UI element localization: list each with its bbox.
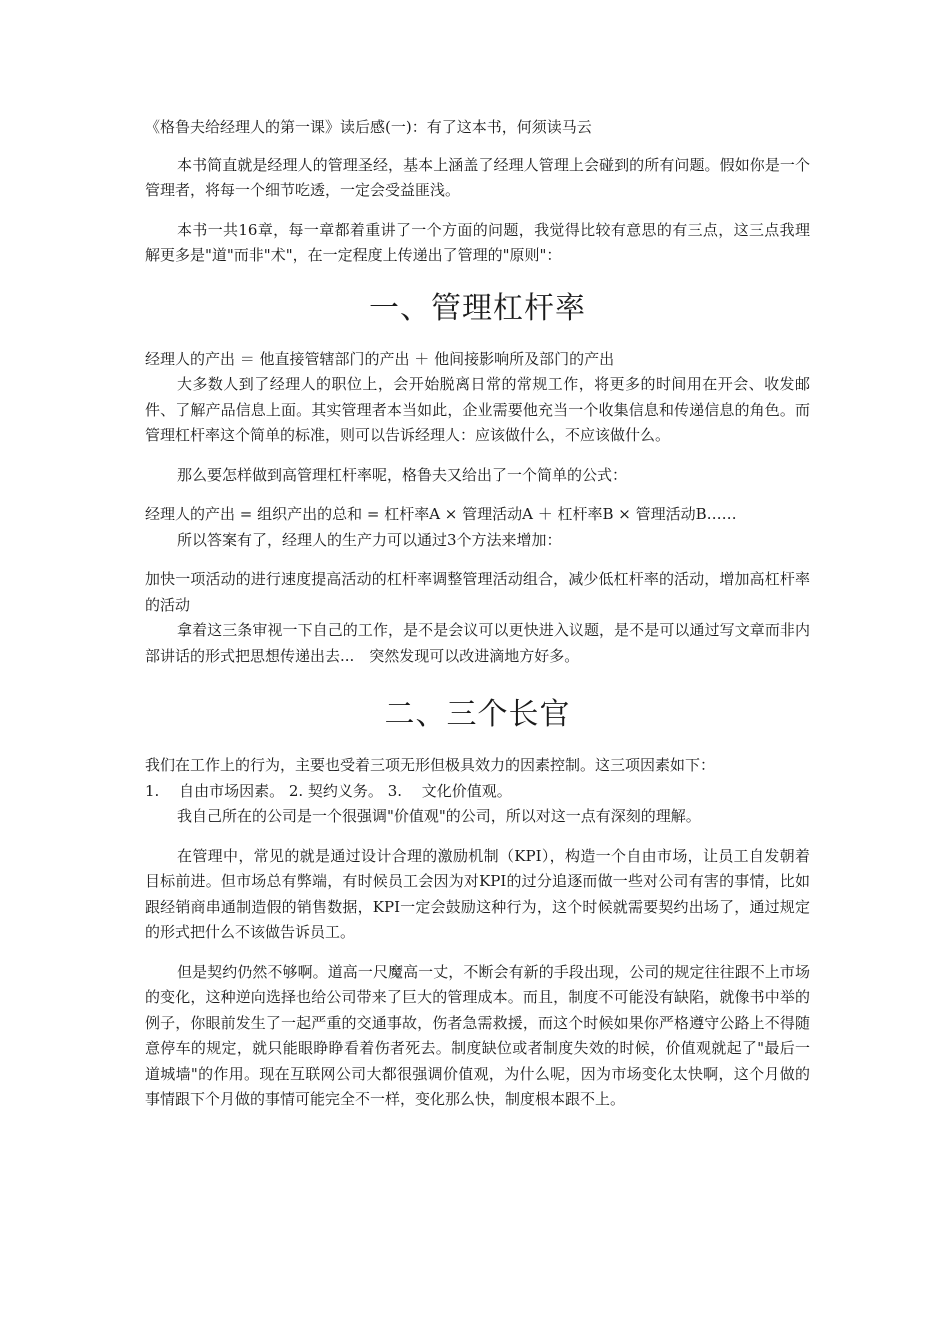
bosses-paragraph-2: 我自己所在的公司是一个很强调"价值观"的公司，所以对这一点有深刻的理解。 (177, 807, 701, 825)
intro-paragraph-1: 本书简直就是经理人的管理圣经，基本上涵盖了经理人管理上会碰到的所有问题。假如你是一个管理者，将每一个细节吃透，一定会受益匪浅。 (145, 155, 810, 199)
section-heading-three-bosses: 二、三个长官 (384, 697, 571, 732)
leverage-paragraph-2: 那么要怎样做到高管理杠杆率呢，格鲁夫又给出了一个简单的公式： (177, 465, 628, 484)
document-page (145, 112, 810, 1113)
leverage-paragraph-1: 大多数人到了经理人的职位上，会开始脱离日常的常规工作，将更多的时间用在开会、收发邮件、了解产品信息上面。其实管理者本当如此，企业需要他充当一个收集信息和传递信息的角色。而管理杠杆率这个简单的标准，则可以告诉经理人：应该做什么，不应该做什么。 (145, 375, 810, 444)
document-title-line: 《格鲁夫给经理人的第一课》读后感(一)：有了这本书，何须读马云 (145, 118, 592, 136)
formula-output: 经理人的产出 ＝ 他直接管辖部门的产出 ＋ 他间接影响所及部门的产出 (145, 349, 615, 368)
leverage-paragraph-3: 所以答案有了，经理人的生产力可以通过3个方法来增加： (177, 530, 562, 549)
bosses-factor-list: 1. 自由市场因素。 2. 契约义务。 3. 文化价值观。 (145, 781, 512, 800)
bosses-paragraph-4: 但是契约仍然不够啊。道高一尺魔高一丈，不断会有新的手段出现，公司的规定往往跟不上市场的变化，这种逆向选择也给公司带来了巨大的管理成本。而且，制度不可能没有缺陷，就像书中举的例子，你眼前发生了一起严重的交通事故，伤者急需救援，而这个时候如果你严格遵守公路上不得随意停车的规定，就只能眼睁睁看着伤者死去。制度缺位或者制度失效的时候，价值观就起了"最后一道城墙"的作用。现在互联网公司大都很强调价值观，为什么呢，因为市场变化太快啊，这个月做的事情跟下个月做的事情可能完全不一样，变化那么快，制度根本跟不上。 (145, 962, 810, 1108)
leverage-paragraph-4: 拿着这三条审视一下自己的工作，是不是会议可以更快进入议题，是不是可以通过写文章而非内部讲话的形式把思想传递出去... 突然发现可以改进滴地方好多。 (145, 621, 810, 665)
intro-paragraph-2: 本书一共16章，每一章都着重讲了一个方面的问题，我觉得比较有意思的有三点，这三点我理解更多是"道"而非"术"，在一定程度上传递出了管理的"原则"： (145, 220, 810, 264)
formula-leverage: 经理人的产出 = 组织产出的总和 = 杠杆率A × 管理活动A ＋ 杠杆率B × 管理活动B…… (145, 505, 737, 523)
bosses-paragraph-3: 在管理中，常见的就是通过设计合理的激励机制（KPI），构造一个自由市场，让员工自发朝着目标前进。但市场总有弊端，有时候员工会因为对KPI的过分追逐而做一些对公司有害的事情，比如跟经销商串通制造假的销售数据，KPI一定会鼓励这种行为，这个时候就需要契约出场了，通过规定的形式把什么不该做告诉员工。 (145, 846, 810, 941)
section-heading-leverage: 一、管理杠杆率 (369, 290, 586, 326)
leverage-methods: 加快一项活动的进行速度提高活动的杠杆率调整管理活动组合，减少低杠杆率的活动，增加高杠杆率的活动 (145, 570, 810, 614)
bosses-paragraph-1: 我们在工作上的行为，主要也受着三项无形但极具效力的因素控制。这三项因素如下： (145, 756, 716, 774)
